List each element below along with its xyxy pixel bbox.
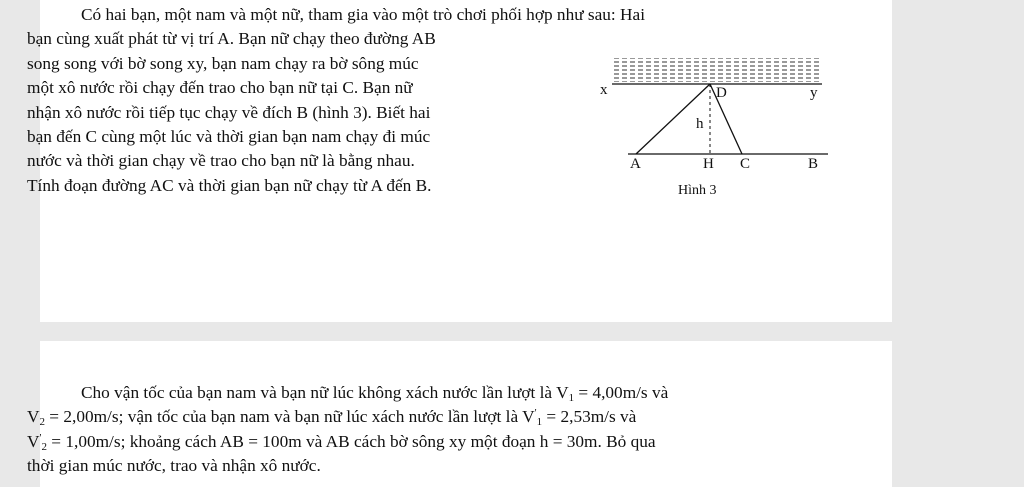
prime-mark: '	[39, 431, 42, 444]
given-line-1	[27, 381, 668, 405]
given-text-fragment: = 1,00m/s; khoảng cách AB = 100m và AB cách bờ sông xy một đoạn h = 30m. Bỏ qua	[46, 431, 656, 451]
given-line-3	[27, 430, 668, 454]
problem-line: Có hai bạn, một nam và một nữ, tham gia vào một trò chơi phối hợp như sau: Hai	[81, 5, 646, 24]
label-b: B	[808, 156, 819, 172]
problem-line: Tính đoạn đường AC và thời gian bạn nữ chạy từ A đến B.	[27, 175, 432, 195]
problem-line: nhận xô nước rồi tiếp tục chạy về đích B (hình 3). Biết hai	[27, 102, 431, 122]
given-line-4: thời gian múc nước, trao và nhận xô nước.	[27, 456, 321, 476]
given-text-fragment: Cho vận tốc của bạn nam và bạn nữ lúc không xách nước lần lượt là V	[81, 383, 569, 402]
given-text-fragment: = 4,00m/s và	[574, 383, 669, 402]
given-text-fragment: V	[27, 407, 40, 427]
label-h: h	[696, 116, 704, 132]
river-hatch	[614, 58, 820, 82]
figure-hinh-3	[598, 52, 830, 202]
given-line-2	[27, 405, 668, 429]
problem-line: bạn đến C cùng một lúc và thời gian bạn nam chạy đi múc	[27, 127, 431, 147]
label-x: x	[600, 82, 608, 98]
subscript: 1	[568, 392, 575, 404]
subscript: 1	[536, 416, 543, 429]
given-text	[27, 381, 668, 479]
given-text-fragment: = 2,00m/s; vận tốc của bạn nam và bạn nữ lúc xách nước lần lượt là V	[44, 407, 535, 427]
prime-mark: '	[534, 407, 537, 420]
given-text-fragment: = 2,53m/s và	[542, 407, 637, 427]
subscript: 2	[41, 440, 47, 453]
label-d: D	[716, 85, 727, 101]
problem-line: một xô nước rồi chạy đến trao cho bạn nữ tại C. Bạn nữ	[27, 78, 413, 98]
figure-caption: Hình 3	[678, 183, 717, 198]
label-hh: H	[703, 156, 714, 172]
label-y: y	[810, 85, 818, 101]
subscript: 2	[39, 416, 45, 429]
problem-text	[27, 3, 645, 198]
label-c: C	[740, 156, 751, 172]
problem-line: bạn cùng xuất phát từ vị trí A. Bạn nữ chạy theo đường AB	[27, 29, 436, 49]
problem-line: nước và thời gian chạy về trao cho bạn nữ là bằng nhau.	[27, 151, 415, 171]
given-text-fragment: V	[27, 431, 40, 451]
problem-line: song song với bờ song xy, bạn nam chạy ra bờ sông múc	[27, 53, 419, 73]
label-a: A	[630, 156, 641, 172]
